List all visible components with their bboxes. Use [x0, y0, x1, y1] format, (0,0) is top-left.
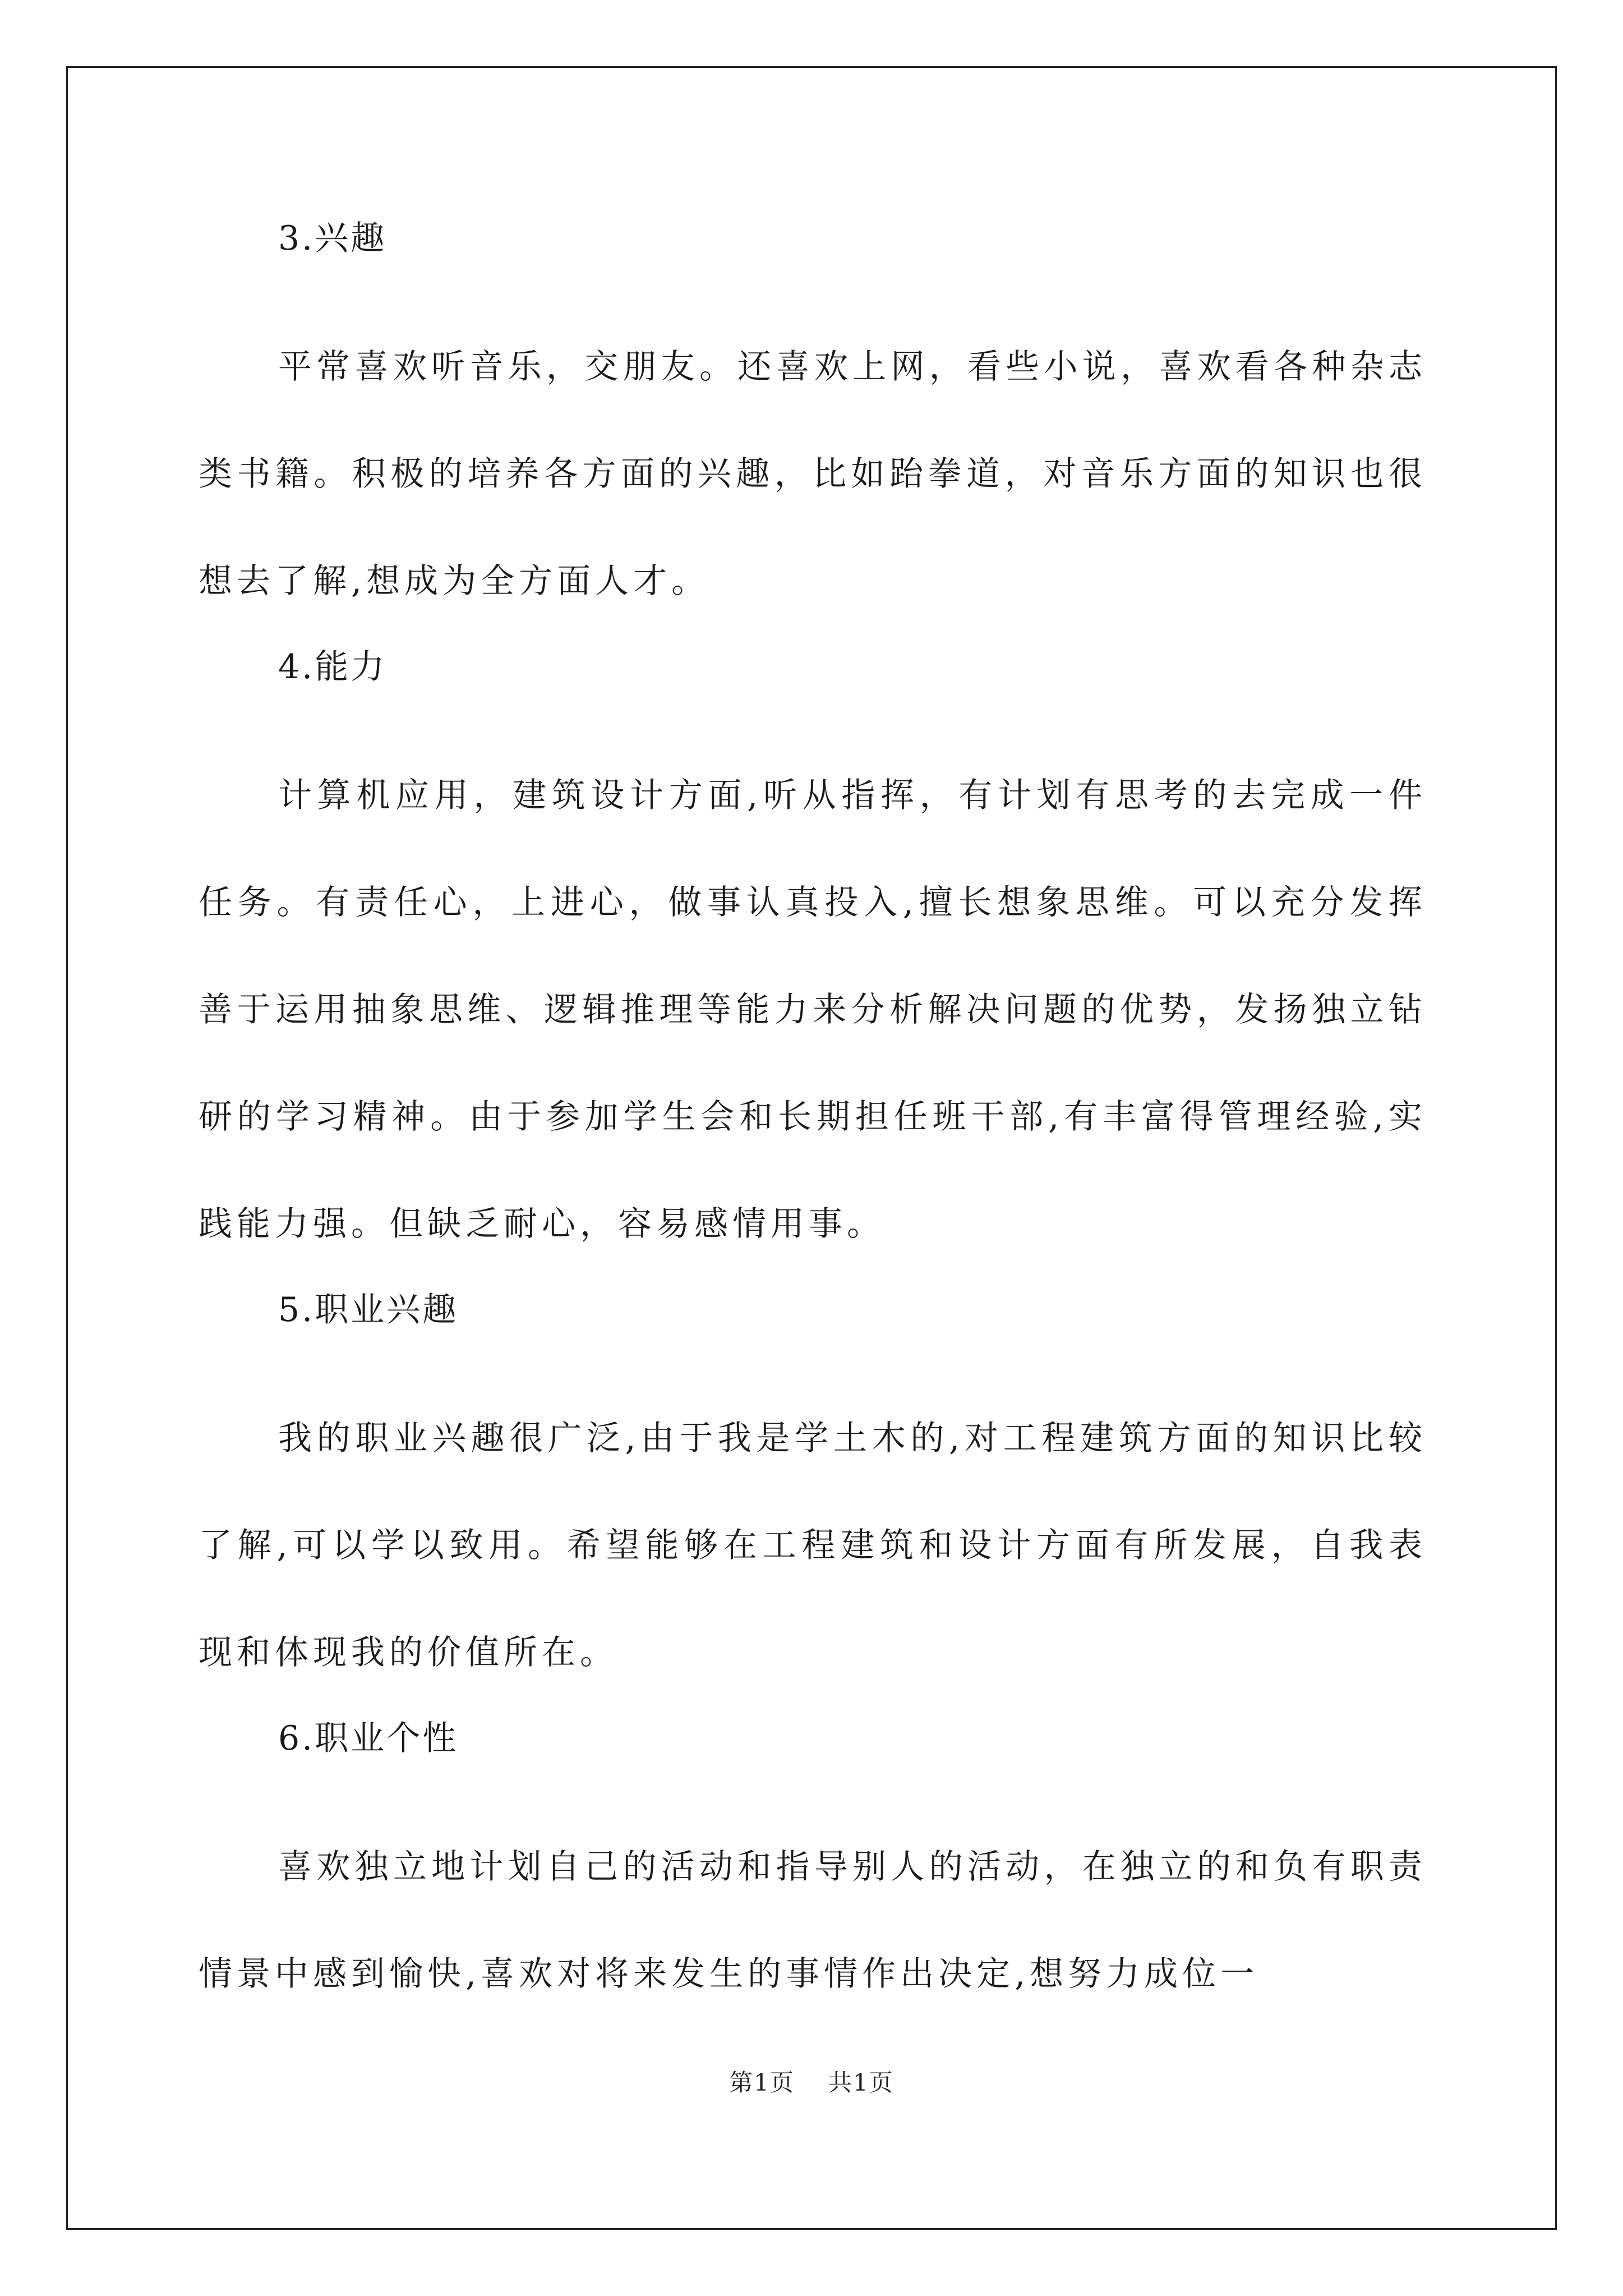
section-career-personality — [199, 1708, 1427, 2028]
section-paragraph: 计算机应用，建筑设计方面,听从指挥，有计划有思考的去完成一件任务。有责任心，上进心，做事认真投入,擅长想象思维。可以充分发挥善于运用抽象思维、逻辑推理等能力来分析解决问题的优势，发扬独立钻研的学习精神。由于参加学生会和长期担任班干部,有丰富得管理经验,实践能力强。但缺乏耐心，容易感情用事。 — [199, 776, 1427, 1244]
section-heading: 4.能力 — [278, 647, 387, 687]
document-body — [199, 208, 1427, 2029]
section-paragraph: 平常喜欢听音乐，交朋友。还喜欢上网，看些小说，喜欢看各种杂志类书籍。积极的培养各方面的兴趣，比如跆拳道，对音乐方面的知识也很想去了解,想成为全方面人才。 — [199, 347, 1427, 601]
section-heading: 3.兴趣 — [278, 219, 387, 258]
section-career-interests — [199, 1279, 1427, 1706]
section-heading: 5.职业兴趣 — [278, 1290, 459, 1329]
page-total: 共1页 — [828, 2069, 894, 2096]
page-footer — [0, 2064, 1623, 2098]
section-paragraph: 我的职业兴趣很广泛,由于我是学土木的,对工程建筑方面的知识比较了解,可以学以致用。希望能够在工程建筑和设计方面有所发展，自我表现和体现我的价值所在。 — [199, 1419, 1427, 1672]
section-abilities — [199, 636, 1427, 1278]
section-heading: 6.职业个性 — [278, 1719, 459, 1758]
page-number: 第1页 — [729, 2069, 795, 2096]
section-interests — [199, 208, 1427, 635]
section-paragraph: 喜欢独立地计划自己的活动和指导别人的活动，在独立的和负有职责情景中感到愉快,喜欢对将来发生的事情作出决定,想努力成位一 — [199, 1847, 1427, 1994]
